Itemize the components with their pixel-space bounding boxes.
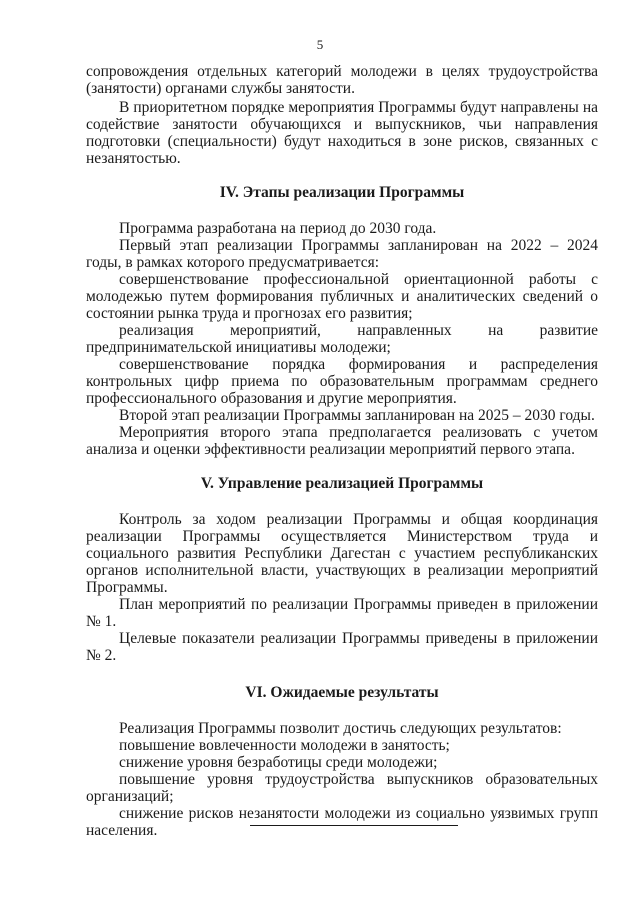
end-divider-line [250, 825, 458, 826]
section-4-paragraph: Мероприятия второго этапа предполагается реализовать с учетом анализа и оценки эффективности реализации мероприятий первого этапа. [86, 424, 598, 458]
section-6-paragraph: Реализация Программы позволит достичь следующих результатов: [119, 720, 562, 737]
section-6-list-item: повышение уровня трудоустройства выпускников образовательных организаций; [86, 771, 598, 805]
section-4-paragraph: Первый этап реализации Программы запланирован на 2022 – 2024 годы, в рамках которого предусматривается: [86, 237, 598, 271]
section-5-paragraph: Контроль за ходом реализации Программы и общая координация реализации Программы осуществляется Министерством труда и социального развития Республики Дагестан с участием республиканских органов исполнительной власти, участвующих в реализации мероприятий Программы. [86, 511, 598, 596]
section-6-list-item: снижение уровня безработицы среди молодежи; [119, 754, 438, 771]
intro-paragraph-2: В приоритетном порядке мероприятия Программы будут направлены на содействие занятости обучающихся и выпускников, чьи направления подготовки (специальности) будут находиться в зоне рисков, связанных с незанятостью. [86, 99, 598, 167]
document-body [86, 63, 598, 839]
section-5-heading: V. Управление реализацией Программы [200, 475, 484, 492]
section-6-list-item: снижение рисков незанятости молодежи из социально уязвимых групп населения. [86, 805, 598, 839]
section-6-heading: VI. Ожидаемые результаты [245, 684, 439, 701]
section-5-paragraph: План мероприятий по реализации Программы приведен в приложении № 1. [86, 596, 598, 630]
section-5-paragraph: Целевые показатели реализации Программы приведены в приложении № 2. [86, 630, 598, 664]
section-4-paragraph: Программа разработана на период до 2030 года. [119, 220, 437, 237]
section-4-list-item: совершенствование порядка формирования и распределения контрольных цифр приема по образовательным программам среднего профессионального образования и другие мероприятия. [86, 356, 598, 407]
section-4-heading: IV. Этапы реализации Программы [219, 184, 465, 201]
page-number: 5 [316, 37, 324, 52]
section-4-paragraph: Второй этап реализации Программы запланирован на 2025 – 2030 годы. [119, 407, 595, 424]
section-6-list-item: повышение вовлеченности молодежи в занятость; [119, 737, 450, 754]
intro-paragraph-1: сопровождения отдельных категорий молодежи в целях трудоустройства (занятости) органами службы занятости. [86, 63, 598, 97]
section-4-list-item: реализация мероприятий, направленных на развитие предпринимательской инициативы молодежи; [86, 322, 598, 356]
section-4-list-item: совершенствование профессиональной ориентационной работы с молодежью путем формирования публичных и аналитических сведений о состоянии рынка труда и прогнозах его развития; [86, 271, 598, 322]
